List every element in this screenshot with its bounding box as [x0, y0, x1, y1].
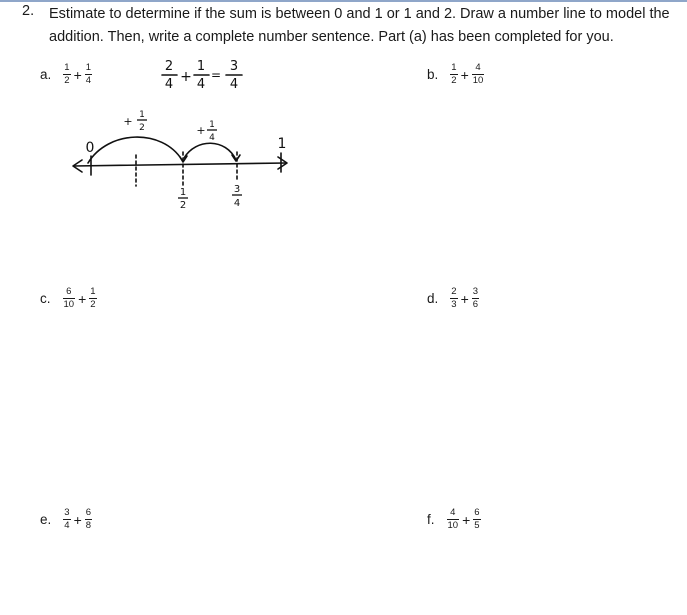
jump2-num: 1: [209, 120, 215, 130]
jump-arc-half: [85, 137, 182, 163]
mark-half-num: 1: [179, 187, 187, 198]
plus-sign: +: [460, 290, 469, 307]
fraction: $\frac{4}{10}$: [447, 507, 459, 531]
problem-label: a.: [40, 67, 52, 82]
fraction: $\frac{1}{4}$: [85, 62, 92, 86]
problem-label: e.: [40, 512, 52, 527]
mark-three-quarters-num: 3: [233, 184, 241, 195]
jump2-sign: +: [196, 124, 206, 137]
label-zero: 0: [85, 140, 95, 156]
sentence-f2-den: 4: [196, 77, 206, 92]
fraction: $\frac{4}{10}$: [472, 62, 484, 86]
sentence-f2-num: 1: [196, 59, 206, 74]
sentence-result-den: 4: [229, 77, 239, 92]
fraction: $\frac{1}{2}$: [451, 62, 457, 86]
problem-label: b.: [427, 67, 439, 82]
problem-label: c.: [40, 291, 51, 306]
sentence-result-num: 3: [229, 59, 239, 74]
problem-label: f.: [427, 512, 435, 527]
number-line-labels: [86, 110, 287, 211]
jump-arc-quarter: [184, 143, 236, 160]
fraction: $\frac{3}{4}$: [64, 507, 70, 531]
plus-sign: +: [73, 511, 82, 528]
mark-three-quarters-den: 4: [233, 198, 241, 209]
number-line: [74, 163, 286, 166]
jump1-den: 2: [139, 123, 145, 133]
arc-arrowhead: [232, 155, 240, 161]
jump1-sign: +: [123, 115, 133, 128]
fraction: $\frac{1}{2}$: [90, 286, 96, 310]
number-sentence: [162, 59, 242, 92]
fraction: $\frac{3}{6}$: [472, 286, 479, 310]
plus-sign: +: [462, 511, 471, 528]
number-line-sketch: [73, 137, 287, 186]
plus-sign: +: [460, 66, 469, 83]
plus-sign: +: [73, 66, 82, 83]
sentence-f1-num: 2: [164, 59, 174, 74]
plus-sign: +: [78, 290, 87, 307]
question-line-1: Estimate to determine if the sum is between 0 and 1 or 1 and 2. Draw a number line to model the: [49, 6, 670, 22]
fraction: $\frac{1}{2}$: [64, 62, 70, 86]
label-one: 1: [277, 136, 287, 152]
mark-half-den: 2: [179, 200, 187, 211]
fraction: $\frac{6}{5}$: [474, 507, 480, 531]
sentence-f1-den: 4: [164, 77, 174, 92]
sentence-equals: =: [210, 68, 222, 82]
question-number: 2.: [22, 3, 35, 19]
fraction: $\frac{6}{10}$: [63, 286, 75, 310]
question-line-2: addition. Then, write a complete number sentence. Part (a) has been completed for you.: [49, 29, 614, 45]
problem-label: d.: [427, 291, 439, 306]
fraction: $\frac{6}{8}$: [85, 507, 92, 531]
jump1-num: 1: [139, 110, 145, 120]
jump2-den: 4: [209, 133, 215, 143]
sentence-plus: +: [180, 69, 192, 85]
fraction: $\frac{2}{3}$: [451, 286, 457, 310]
